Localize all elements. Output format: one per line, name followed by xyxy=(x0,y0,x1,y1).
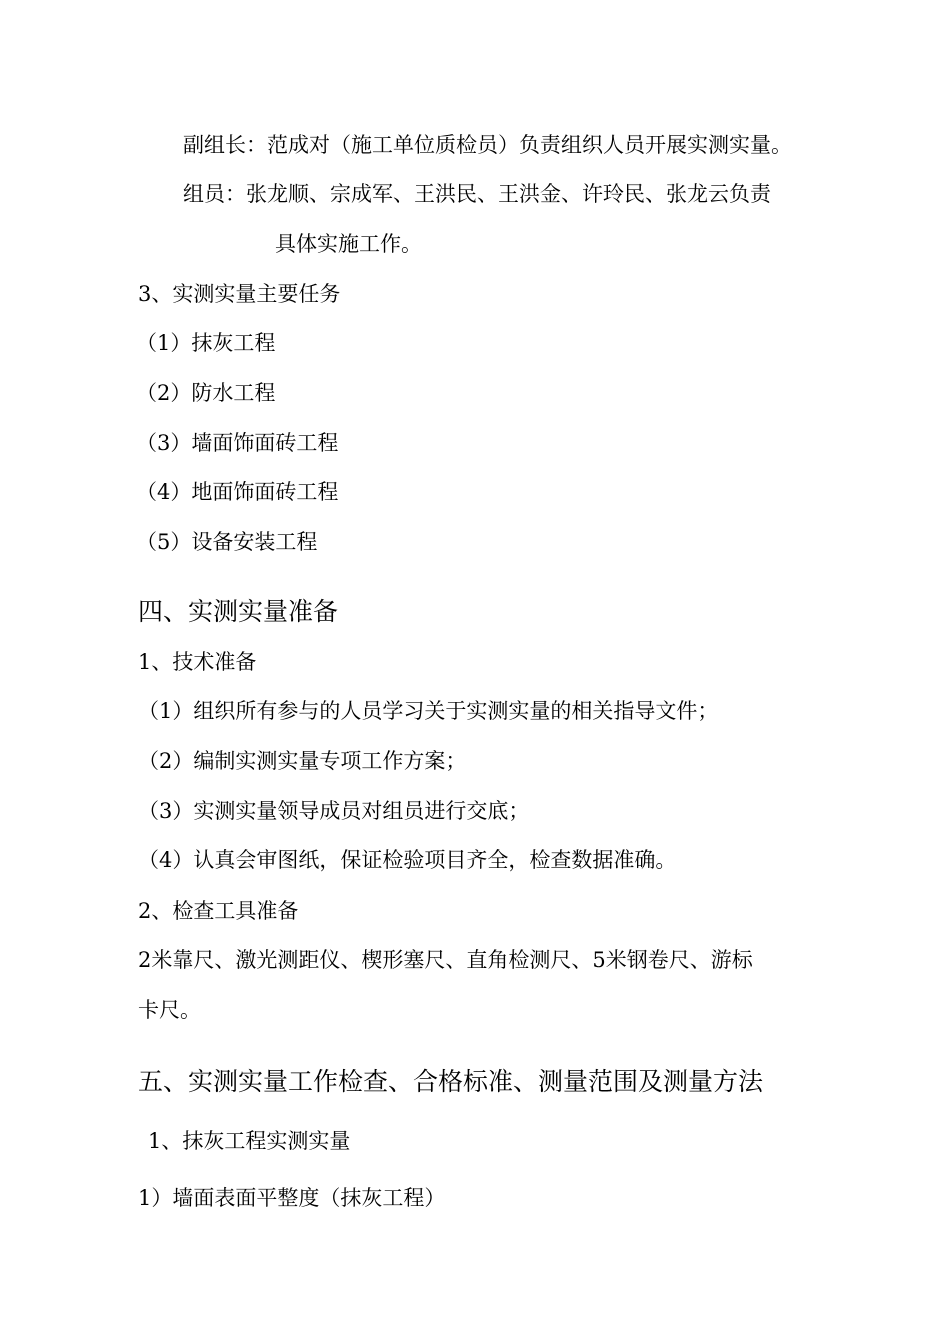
tech-prep-item-4: （4）认真会审图纸，保证检验项目齐全，检查数据准确。 xyxy=(138,848,677,872)
tech-prep-item-2: （2）编制实测实量专项工作方案； xyxy=(138,749,467,773)
deputy-leader-line: 副组长：范成对（施工单位质检员）负责组织人员开展实测实量。 xyxy=(183,133,792,157)
section3-item-4: （4）地面饰面砖工程 xyxy=(136,480,339,504)
tool-prep-title: 2、检查工具准备 xyxy=(138,899,299,923)
tool-prep-line-1: 2米靠尺、激光测距仪、楔形塞尺、直角检测尺、5米钢卷尺、游标 xyxy=(138,948,753,972)
tech-prep-item-3: （3）实测实量领导成员对组员进行交底； xyxy=(138,799,530,823)
chapter4-title: 四、实测实量准备 xyxy=(138,597,339,626)
section3-item-3: （3）墙面饰面砖工程 xyxy=(136,431,339,455)
chapter5-title: 五、实测实量工作检查、合格标准、测量范围及测量方法 xyxy=(138,1067,764,1096)
tech-prep-title: 1、技术准备 xyxy=(138,650,257,674)
members-line-2: 具体实施工作。 xyxy=(275,232,422,256)
chapter5-sub1: 1、抹灰工程实测实量 xyxy=(148,1129,351,1153)
section3-item-2: （2）防水工程 xyxy=(136,381,276,405)
chapter5-sub1-item1: 1）墙面表面平整度（抹灰工程） xyxy=(138,1186,446,1210)
section3-title: 3、实测实量主要任务 xyxy=(138,282,341,306)
section3-item-5: （5）设备安装工程 xyxy=(136,530,318,554)
tech-prep-item-1: （1）组织所有参与的人员学习关于实测实量的相关指导文件； xyxy=(138,699,719,723)
members-line-1: 组员：张龙顺、宗成军、王洪民、王洪金、许玲民、张龙云负责 xyxy=(183,182,771,206)
tool-prep-line-2: 卡尺。 xyxy=(138,998,201,1022)
section3-item-1: （1）抹灰工程 xyxy=(136,331,276,355)
